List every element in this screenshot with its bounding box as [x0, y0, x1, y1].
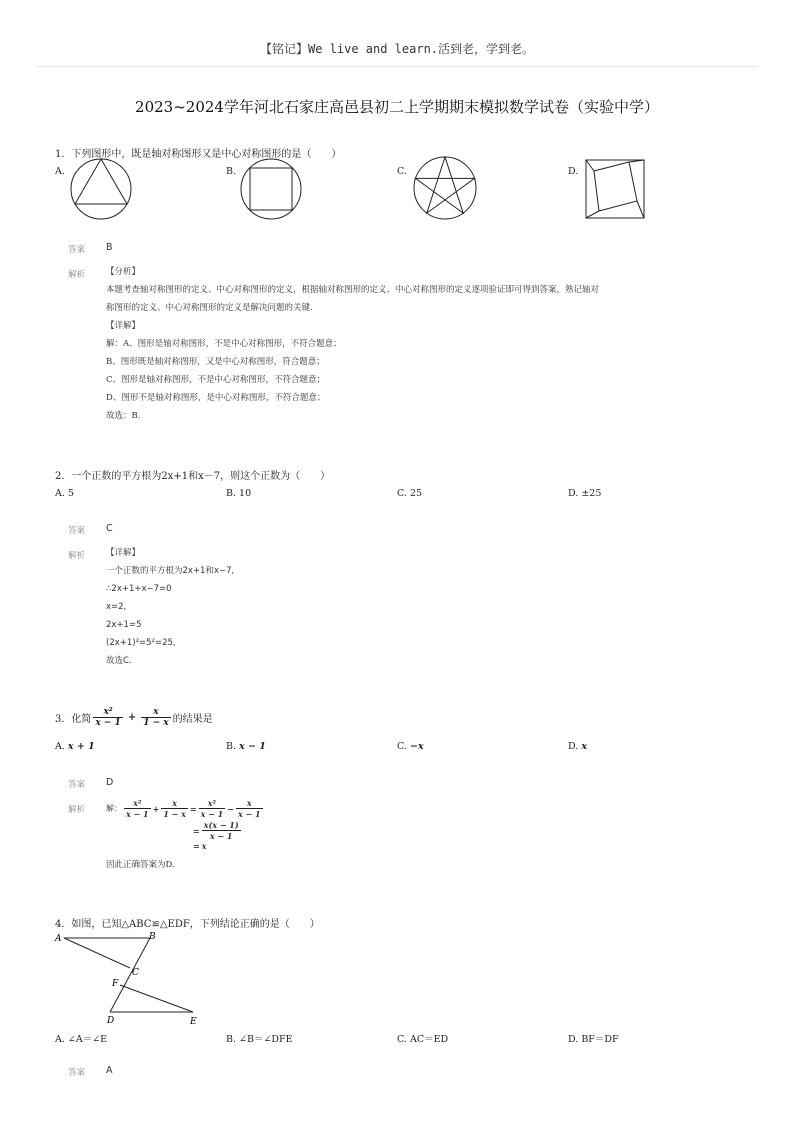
- q3-option-c-letter: C.: [397, 741, 407, 752]
- num: x²: [199, 798, 226, 809]
- q1-analysis-line: 故选：B.: [106, 411, 141, 421]
- num: x: [161, 798, 188, 809]
- q3-option-b: [226, 741, 266, 752]
- q4-option-b: B. ∠B＝∠DFE: [226, 1034, 293, 1045]
- q3-frac2-den: 1 − x: [143, 718, 169, 728]
- q2-analysis-line: 故选C.: [106, 656, 132, 666]
- q1-analysis-label: 解析: [68, 270, 86, 280]
- q4-point-c: C: [132, 968, 139, 978]
- q3-option-b-letter: B.: [226, 741, 237, 752]
- q3-sol-eq-1: =: [189, 803, 197, 814]
- q2-analysis-line: x=2,: [106, 602, 127, 612]
- q1-option-d-label: D.: [568, 166, 579, 177]
- q4-option-a: A. ∠A＝∠E: [55, 1034, 108, 1045]
- q3-option-d-letter: D.: [568, 741, 579, 752]
- q2-option-a: A. 5: [55, 488, 74, 499]
- q1-figure-c-circle-star: [412, 156, 480, 224]
- q4-option-c: C. AC＝ED: [397, 1034, 449, 1045]
- q1-figure-a-circle-triangle: [68, 158, 134, 224]
- q3-sol-frac5: [202, 820, 241, 841]
- q3-sol-frac1: [124, 798, 151, 819]
- q3-conclusion: 因此正确答案为D.: [106, 860, 175, 870]
- q3-solution-line-3: [193, 841, 263, 851]
- q4-answer: A: [106, 1065, 113, 1076]
- q4-stem: 4．如图，已知△ABC≌△EDF，下列结论正确的是（ ）: [55, 919, 320, 930]
- den: x − 1: [126, 809, 149, 819]
- q2-answer: C: [106, 523, 113, 534]
- q2-analysis-line: 2x+1=5: [106, 620, 142, 630]
- q1-figure-d-square-rotated: [584, 158, 650, 224]
- q2-analysis-line: 一个正数的平方根为2x+1和x−7,: [106, 566, 235, 576]
- q4-point-b: B: [149, 932, 156, 942]
- q1-answer-label: 答案: [68, 245, 86, 255]
- q1-analysis-line: C、图形是轴对称图形，不是中心对称图形，不符合题意；: [106, 375, 326, 385]
- q3-solution-line-1: [106, 798, 263, 819]
- q1-analysis-line: B、图形既是轴对称图形，又是中心对称图形，符合题意；: [106, 357, 325, 367]
- q3-option-c-expr: −x: [409, 741, 424, 752]
- q3-option-a: [55, 741, 95, 752]
- q2-analysis-line: ∴2x+1+x−7=0: [106, 584, 172, 594]
- q1-analysis-line: 【分析】: [106, 267, 141, 277]
- q3-stem-prefix: 3．化简: [55, 714, 92, 725]
- q1-analysis-line: 【详解】: [106, 321, 141, 331]
- q3-plus: +: [127, 712, 137, 723]
- q1-figure-b-circle-square: [239, 158, 305, 224]
- q3-sol-plus: +: [152, 803, 160, 814]
- q2-stem: 2．一个正数的平方根为2x+1和x－7，则这个正数为（ ）: [55, 471, 331, 482]
- q2-analysis: [106, 544, 506, 670]
- q3-solution-prefix: 解：: [106, 804, 122, 813]
- q4-point-d: D: [107, 1016, 115, 1026]
- q4-point-f: F: [112, 979, 119, 989]
- q3-stem-suffix: 的结果是: [172, 714, 213, 725]
- header-divider: [36, 66, 758, 67]
- q1-analysis-line: 解：A、图形是轴对称图形，不是中心对称图形，不符合题意；: [106, 339, 342, 349]
- q4-point-e: E: [190, 1017, 197, 1027]
- q1-answer: B: [106, 242, 113, 253]
- q3-sol-frac4: [236, 798, 263, 819]
- q3-option-d: [568, 741, 587, 752]
- q3-frac1-num: x²: [93, 707, 122, 718]
- q3-option-a-letter: A.: [55, 741, 65, 752]
- q1-analysis-line: 本题考查轴对称图形的定义、中心对称图形的定义，根据轴对称图形的定义、中心对称图形的定义逐项验证即可得到答案，熟记轴对: [106, 285, 600, 295]
- q1-option-b-label: B.: [226, 166, 237, 177]
- q3-sol-frac2: [161, 798, 188, 819]
- q2-analysis-line: 【详解】: [106, 548, 141, 558]
- q3-option-d-expr: x: [581, 741, 588, 752]
- q1-stem: 1．下列图形中，既是轴对称图形又是中心对称图形的是（ ）: [55, 149, 342, 160]
- page-header: 【铭记】We live and learn.活到老，学到老。: [259, 42, 535, 56]
- q3-frac2-num: x: [141, 707, 170, 718]
- q3-sol-minus: −: [227, 803, 234, 814]
- q2-analysis-label: 解析: [68, 551, 86, 561]
- q3-sol-eq-3: =: [193, 841, 200, 851]
- q4-point-a: A: [55, 934, 62, 944]
- q3-option-a-expr: x + 1: [67, 741, 95, 752]
- q3-answer-label: 答案: [68, 780, 86, 790]
- q2-analysis-line: (2x+1)²=5²=25,: [106, 638, 176, 648]
- q3-answer: D: [106, 777, 114, 788]
- q3-analysis-label: 解析: [68, 805, 86, 815]
- q1-option-c-label: C.: [397, 166, 407, 177]
- num: x²: [124, 798, 151, 809]
- q3-solution-line-2: [193, 820, 263, 841]
- q3-sol-frac3: [199, 798, 226, 819]
- den: 1 − x: [163, 809, 186, 819]
- q2-option-b: B. 10: [226, 488, 252, 499]
- q3-sol-eq-2: =: [193, 825, 200, 836]
- q2-option-c: C. 25: [397, 488, 423, 499]
- den: x − 1: [237, 809, 261, 819]
- q3-frac1-den: x − 1: [95, 718, 121, 728]
- q3-fraction-2: [141, 707, 170, 728]
- q1-analysis-line: 称图形的定义、中心对称图形的定义是解决问题的关键.: [106, 303, 313, 313]
- num: x: [236, 798, 263, 809]
- q2-option-d: D. ±25: [568, 488, 602, 499]
- q3-option-c: [397, 741, 424, 752]
- exam-title: 2023~2024学年河北石家庄高邑县初二上学期期末模拟数学试卷（实验中学）: [135, 98, 659, 116]
- q3-fraction-1: [93, 707, 122, 728]
- q1-analysis-line: D、图形不是轴对称图形，是中心对称图形，不符合题意；: [106, 393, 326, 403]
- q4-answer-label: 答案: [68, 1068, 86, 1078]
- q3-option-b-expr: x − 1: [239, 741, 266, 752]
- den: x − 1: [200, 809, 224, 819]
- q1-analysis: [106, 263, 746, 425]
- q3-sol-result: x: [201, 841, 207, 851]
- num: x(x − 1): [203, 820, 239, 830]
- q2-answer-label: 答案: [68, 526, 86, 536]
- q3-solution: [106, 798, 263, 851]
- q4-option-d: D. BF＝DF: [568, 1034, 619, 1045]
- den: x − 1: [209, 831, 233, 841]
- q3-stem: [55, 707, 213, 728]
- q4-triangle-figure: [50, 928, 210, 1028]
- q1-option-a-label: A.: [55, 166, 65, 177]
